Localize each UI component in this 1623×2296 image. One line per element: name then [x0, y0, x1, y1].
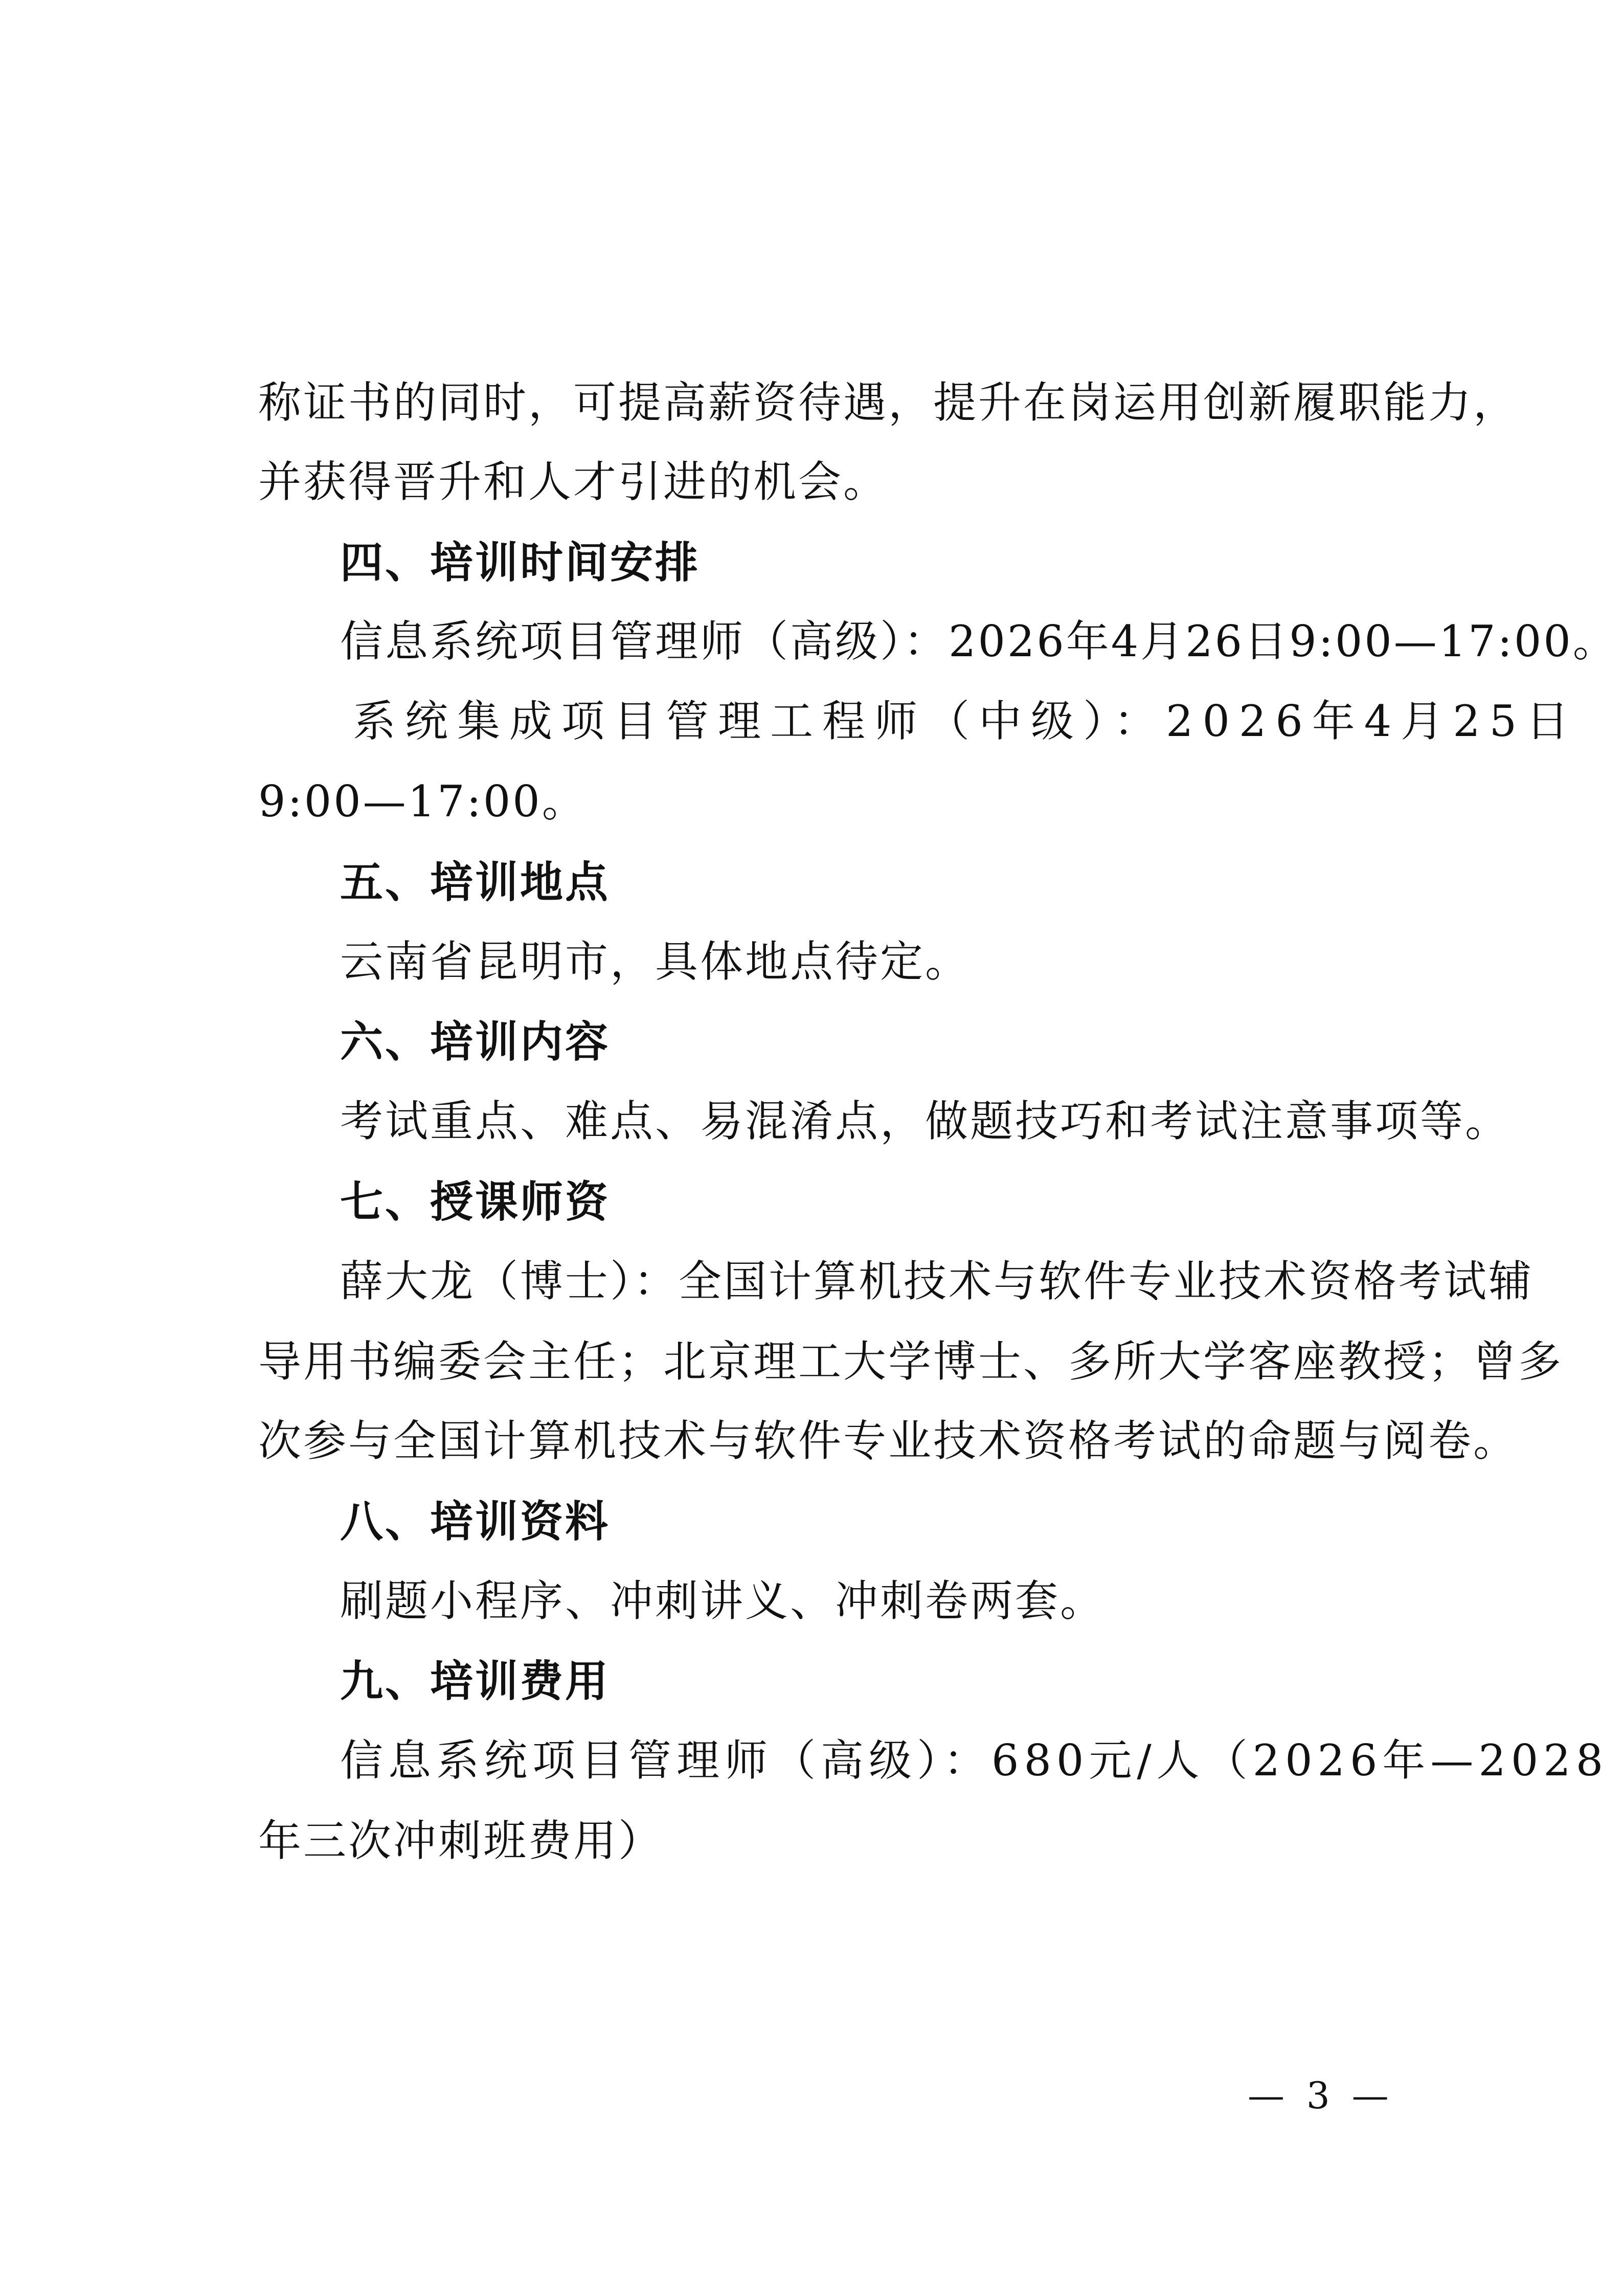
paragraph-line: 信息系统项目管理师（高级）：680元/人（2026年—2028 — [340, 1735, 1609, 1786]
section-heading-fees: 九、培训费用 — [340, 1656, 611, 1706]
paragraph-line: 年三次冲刺班费用） — [258, 1816, 664, 1866]
paragraph-line: 考试重点、难点、易混淆点，做题技巧和考试注意事项等。 — [340, 1096, 1511, 1146]
paragraph-line: 导用书编委会主任；北京理工大学博士、多所大学客座教授；曾多 — [258, 1336, 1564, 1387]
paragraph-line: 云南省昆明市，具体地点待定。 — [340, 937, 971, 987]
paragraph-line: 系统集成项目管理工程师（中级）：2026年4月25日 — [353, 696, 1579, 746]
paragraph-line: 信息系统项目管理师（高级）：2026年4月26日9:00—17:00。 — [340, 616, 1618, 666]
page-number: — 3 — — [1248, 2074, 1394, 2117]
paragraph-line: 次参与全国计算机技术与软件专业技术资格考试的命题与阅卷。 — [258, 1416, 1519, 1466]
paragraph-line: 称证书的同时，可提高薪资待遇，提升在岗运用创新履职能力， — [258, 377, 1519, 428]
section-heading-instructor: 七、授课师资 — [340, 1177, 611, 1227]
paragraph-line: 9:00—17:00。 — [258, 776, 587, 827]
paragraph-line: 薛大龙（博士）：全国计算机技术与软件专业技术资格考试辅 — [340, 1256, 1534, 1306]
paragraph-line: 并获得晋升和人才引进的机会。 — [258, 457, 889, 507]
section-heading-location: 五、培训地点 — [340, 857, 611, 907]
section-heading-materials: 八、培训资料 — [340, 1497, 611, 1547]
paragraph-line: 刷题小程序、冲刺讲义、冲刺卷两套。 — [340, 1576, 1106, 1626]
section-heading-schedule: 四、培训时间安排 — [340, 538, 701, 588]
section-heading-content: 六、培训内容 — [340, 1017, 611, 1067]
